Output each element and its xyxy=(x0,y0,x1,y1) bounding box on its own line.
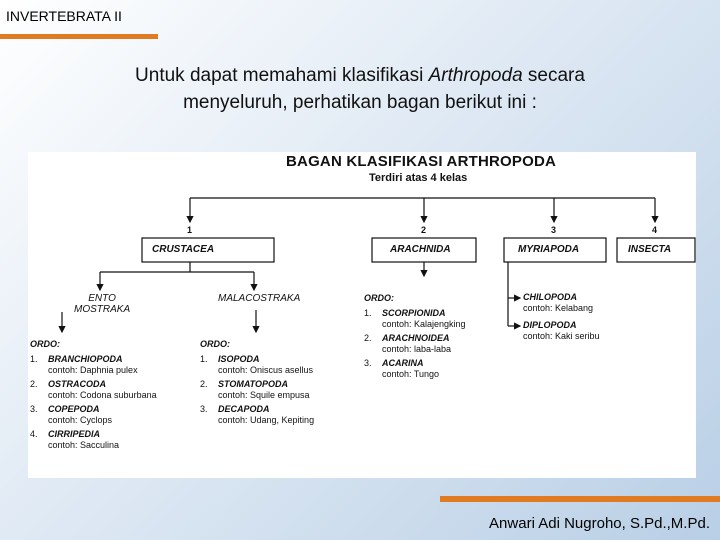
class-arachnida: ARACHNIDA xyxy=(390,244,451,255)
list-item: 3. ACARINA xyxy=(364,358,424,368)
intro-line2: menyeluruh, perhatikan bagan berikut ini : xyxy=(183,92,537,113)
arachnida-ordo-list xyxy=(364,308,466,380)
author-credit: Anwari Adi Nugroho, S.Pd.,M.Pd. xyxy=(489,515,710,532)
list-item: 1. SCORPIONIDA xyxy=(364,308,446,318)
class-insecta: INSECTA xyxy=(628,244,672,255)
list-item-example: contoh: Daphnia pulex xyxy=(48,365,138,375)
chart-title: BAGAN KLASIFIKASI ARTHROPODA xyxy=(286,153,557,170)
list-item-example: contoh: Oniscus asellus xyxy=(218,365,314,375)
malacostraka-ordo-list xyxy=(200,354,314,426)
class-myriapoda: MYRIAPODA xyxy=(518,244,580,255)
list-item: 4. CIRRIPEDIA xyxy=(30,429,101,439)
arachnida-ordo-label: ORDO: xyxy=(364,293,394,303)
class-number-3: 3 xyxy=(551,225,557,235)
class-number-4: 4 xyxy=(652,225,658,235)
list-item-example: contoh: Sacculina xyxy=(48,440,120,450)
header-accent-bar xyxy=(0,34,158,39)
list-item: 1. BRANCHIOPODA xyxy=(30,354,123,364)
entomostraka-ordo-label: ORDO: xyxy=(30,339,60,349)
list-item-example: contoh: Cyclops xyxy=(48,415,113,425)
myriapoda-diplopoda: DIPLOPODA contoh: Kaki seribu xyxy=(523,320,600,341)
list-item: 2. STOMATOPODA xyxy=(200,379,289,389)
list-item-example: contoh: Squile empusa xyxy=(218,390,310,400)
list-item-example: contoh: Udang, Kepiting xyxy=(218,415,315,425)
class-crustacea: CRUSTACEA xyxy=(152,244,215,255)
group-entomostraka: ENTO MOSTRAKA xyxy=(74,293,131,315)
intro-text xyxy=(40,62,680,116)
malacostraka-ordo-label: ORDO: xyxy=(200,339,230,349)
list-item-example: contoh: laba-laba xyxy=(382,344,452,354)
header-title: INVERTEBRATA II xyxy=(6,8,122,24)
intro-line1-suffix: secara xyxy=(522,65,585,86)
list-item: 1. ISOPODA xyxy=(200,354,260,364)
author-accent-bar xyxy=(440,496,720,502)
list-item: 3. DECAPODA xyxy=(200,404,270,414)
class-number-2: 2 xyxy=(421,225,427,235)
classification-chart xyxy=(28,152,696,478)
intro-line1-italic: Arthropoda xyxy=(428,65,523,86)
myriapoda-chilopoda: CHILOPODA contoh: Kelabang xyxy=(523,292,594,313)
list-item-example: contoh: Codona suburbana xyxy=(48,390,157,400)
list-item-example: contoh: Tungo xyxy=(382,369,440,379)
chart-subtitle: Terdiri atas 4 kelas xyxy=(369,172,468,184)
intro-line1-prefix: Untuk dapat memahami klasifikasi xyxy=(135,65,429,86)
list-item: 3. COPEPODA xyxy=(30,404,100,414)
group-malacostraka: MALACOSTRAKA xyxy=(218,293,301,304)
class-number-1: 1 xyxy=(187,225,193,235)
list-item: 2. ARACHNOIDEA xyxy=(364,333,450,343)
list-item: 2. OSTRACODA xyxy=(30,379,106,389)
entomostraka-ordo-list xyxy=(30,354,157,451)
list-item-example: contoh: Kalajengking xyxy=(382,319,466,329)
